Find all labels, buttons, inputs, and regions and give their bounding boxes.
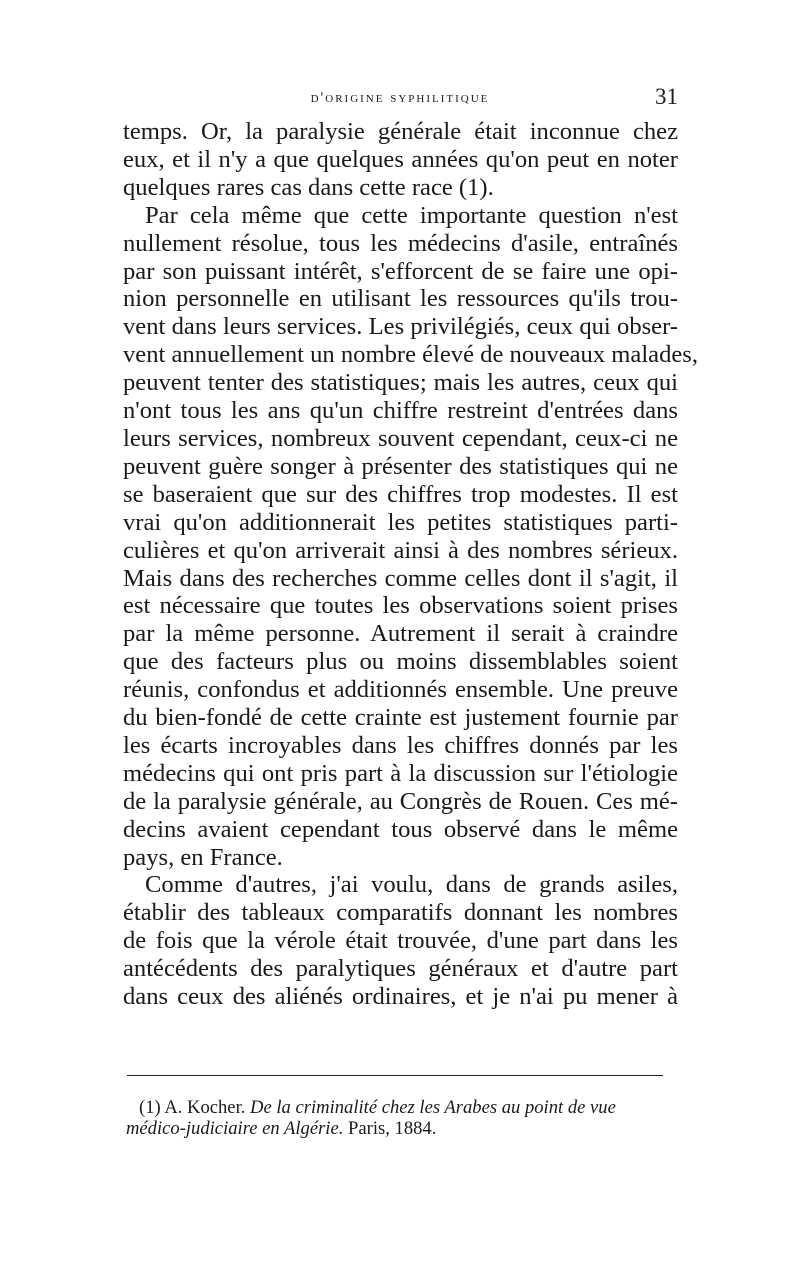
text-line: vrai qu'on additionnerait les petites statistiques parti- (123, 508, 678, 536)
text-line: est nécessaire que toutes les observations soient prises (123, 592, 678, 620)
text-line: Comme d'autres, j'ai voulu, dans de grands asiles, (145, 871, 678, 899)
text-line: Par cela même que cette importante question n'est (145, 201, 678, 229)
footnote-line (126, 1118, 674, 1139)
text-line: de la paralysie générale, au Congrès de Rouen. Ces mé- (123, 787, 678, 815)
text-line: de fois que la vérole était trouvée, d'une part dans les (123, 927, 678, 955)
footnote-rule (127, 1075, 663, 1076)
text-line: les écarts incroyables dans les chiffres donnés par les (123, 731, 678, 759)
running-title: d'origine syphilitique (310, 90, 490, 106)
text-line: nullement résolue, tous les médecins d'asile, entraînés (123, 229, 678, 257)
page-number: 31 (655, 84, 678, 109)
text-line: dans ceux des aliénés ordinaires, et je n'ai pu mener à (123, 983, 678, 1011)
text-line: par son puissant intérêt, s'efforcent de se faire une opi- (123, 257, 678, 285)
text-line: médecins qui ont pris part à la discussion sur l'étiologie (123, 759, 678, 787)
text-line: vent dans leurs services. Les privilégiés, ceux qui obser- (123, 313, 678, 341)
body-text (123, 118, 699, 1011)
footnote-author: A. Kocher. (164, 1097, 246, 1118)
text-line: peuvent tenter des statistiques; mais les autres, ceux qui (123, 369, 678, 397)
text-line: du bien-fondé de cette crainte est justement fournie par (123, 704, 678, 732)
text-line: n'ont tous les ans qu'un chiffre restreint d'entrées dans (123, 397, 678, 425)
text-line: vent annuellement un nombre élevé de nouveaux malades, (123, 341, 699, 369)
text-line: Mais dans des recherches comme celles dont il s'agit, il (123, 564, 678, 592)
text-line: decins avaient cependant tous observé dans le même (123, 815, 678, 843)
text-line: établir des tableaux comparatifs donnant les nombres (123, 899, 678, 927)
text-line: antécédents des paralytiques généraux et d'autre part (123, 955, 678, 983)
text-line: eux, et il n'y a que quelques années qu'on peut en noter (123, 145, 678, 173)
text-line: peuvent guère songer à présenter des statistiques qui ne (123, 452, 678, 480)
text-line: culières et qu'on arriverait ainsi à des nombres sérieux. (123, 536, 678, 564)
text-line: se baseraient que sur des chiffres trop modestes. Il est (123, 480, 678, 508)
running-head (122, 84, 678, 112)
footnote-title: De la criminalité chez les Arabes au point de vue (250, 1097, 616, 1118)
text-line: par la même personne. Autrement il serait à craindre (123, 620, 678, 648)
text-line: quelques rares cas dans cette race (1). (123, 173, 494, 201)
footnote-publication: Paris, 1884. (348, 1118, 437, 1139)
text-line: pays, en France. (123, 843, 283, 871)
text-line: temps. Or, la paralysie générale était inconnue chez (123, 118, 678, 145)
text-line: que des facteurs plus ou moins dissemblables soient (123, 648, 678, 676)
footnote-marker: (1) (139, 1097, 161, 1118)
text-line: leurs services, nombreux souvent cependant, ceux-ci ne (123, 424, 678, 452)
footnote-line (126, 1097, 674, 1118)
footnote-title-continued: médico-judiciaire en Algérie. (126, 1118, 344, 1139)
text-line: réunis, confondus et additionnés ensemble. Une preuve (123, 676, 678, 704)
footnote (126, 1097, 674, 1139)
text-line: nion personnelle en utilisant les ressources qu'ils trou- (123, 285, 678, 313)
